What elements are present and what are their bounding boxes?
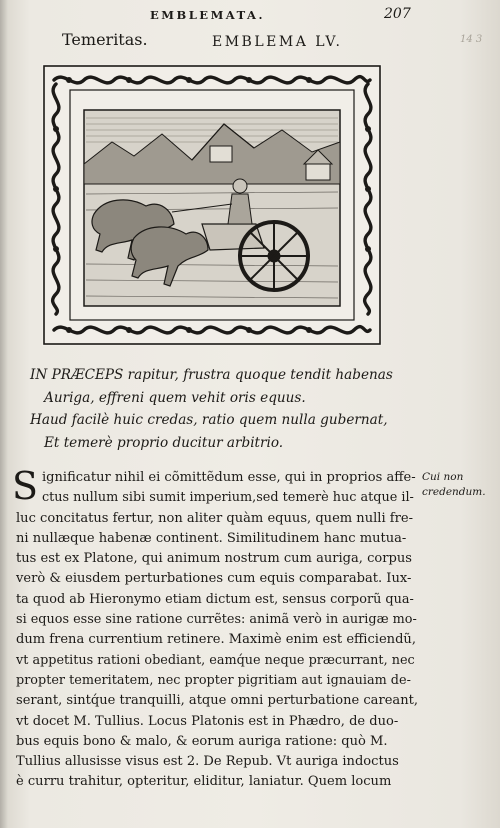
text-line: ta quod ab Hieronymo etiam dictum est, sensus corporũ qua- xyxy=(16,591,414,607)
text-line: verò & eiusdem perturbationes cum equis comparabat. Iux- xyxy=(16,571,412,587)
commentary-text xyxy=(16,468,418,793)
emblem-motto xyxy=(30,364,410,454)
text-line: serant, sintq́ue tranquilli, atque omni perturbatione careant, xyxy=(16,693,418,709)
margin-note: Cui non credendum. xyxy=(422,471,486,498)
text-line: luc concitatus fertur, non aliter quàm equus, quem nulli fre- xyxy=(16,510,413,526)
motto-line: Haud facilè huic credas, ratio quem nulla gubernat, xyxy=(30,412,388,428)
text-line: ni nullæque habenæ continent. Similitudinem hanc mutua- xyxy=(16,530,407,546)
running-title: EMBLEMATA. xyxy=(150,8,265,22)
text-line: dum frena currentium retinere. Maximè enim est efficiendũ, xyxy=(16,632,416,648)
emblem-topic: Temeritas. xyxy=(62,30,148,49)
gutter-shadow xyxy=(0,0,8,828)
text-line: ctus nullum sibi sumit imperium,sed temerè huc atque il- xyxy=(42,490,414,506)
text-line: bus equis bono & malo, & eorum auriga ratione: quò M. xyxy=(16,733,388,749)
faint-mark: 14 3 xyxy=(460,34,483,45)
motto-line: IN PRÆCEPS rapitur, frustra quoque tendit habenas xyxy=(30,367,393,383)
motto-line: Auriga, effreni quem vehit oris equus. xyxy=(44,389,306,406)
text-line: si equos esse sine ratione currẽtes: animã verò in aurigæ mo- xyxy=(16,612,417,628)
text-line: ignificatur nihil ei cõmittẽdum esse, qui in proprios affe- xyxy=(42,470,416,485)
drop-cap: S xyxy=(12,464,39,508)
text-line: vt docet M. Tullius. Locus Platonis est in Phædro, de duo- xyxy=(16,713,399,729)
text-line: tus est ex Platone, qui animum nostrum cum auriga, corpus xyxy=(16,551,412,567)
woodcut-illustration xyxy=(42,64,382,346)
text-line: vt appetitus rationi obediant, eamq́ue neque præcurrant, nec xyxy=(16,652,415,668)
text-line: è curru trahitur, opteritur, eliditur, laniatur. Quem locum xyxy=(16,774,392,790)
motto-line: Et temerè proprio ducitur arbitrio. xyxy=(44,434,284,451)
text-line: Tullius allusisse visus est 2. De Repub. Vt auriga indoctus xyxy=(16,754,399,770)
text-line: propter temeritatem, nec propter pigritiam aut ignauiam de- xyxy=(16,672,411,688)
emblem-title: EMBLEMA LV. xyxy=(212,34,343,50)
page-number: 207 xyxy=(384,6,411,22)
